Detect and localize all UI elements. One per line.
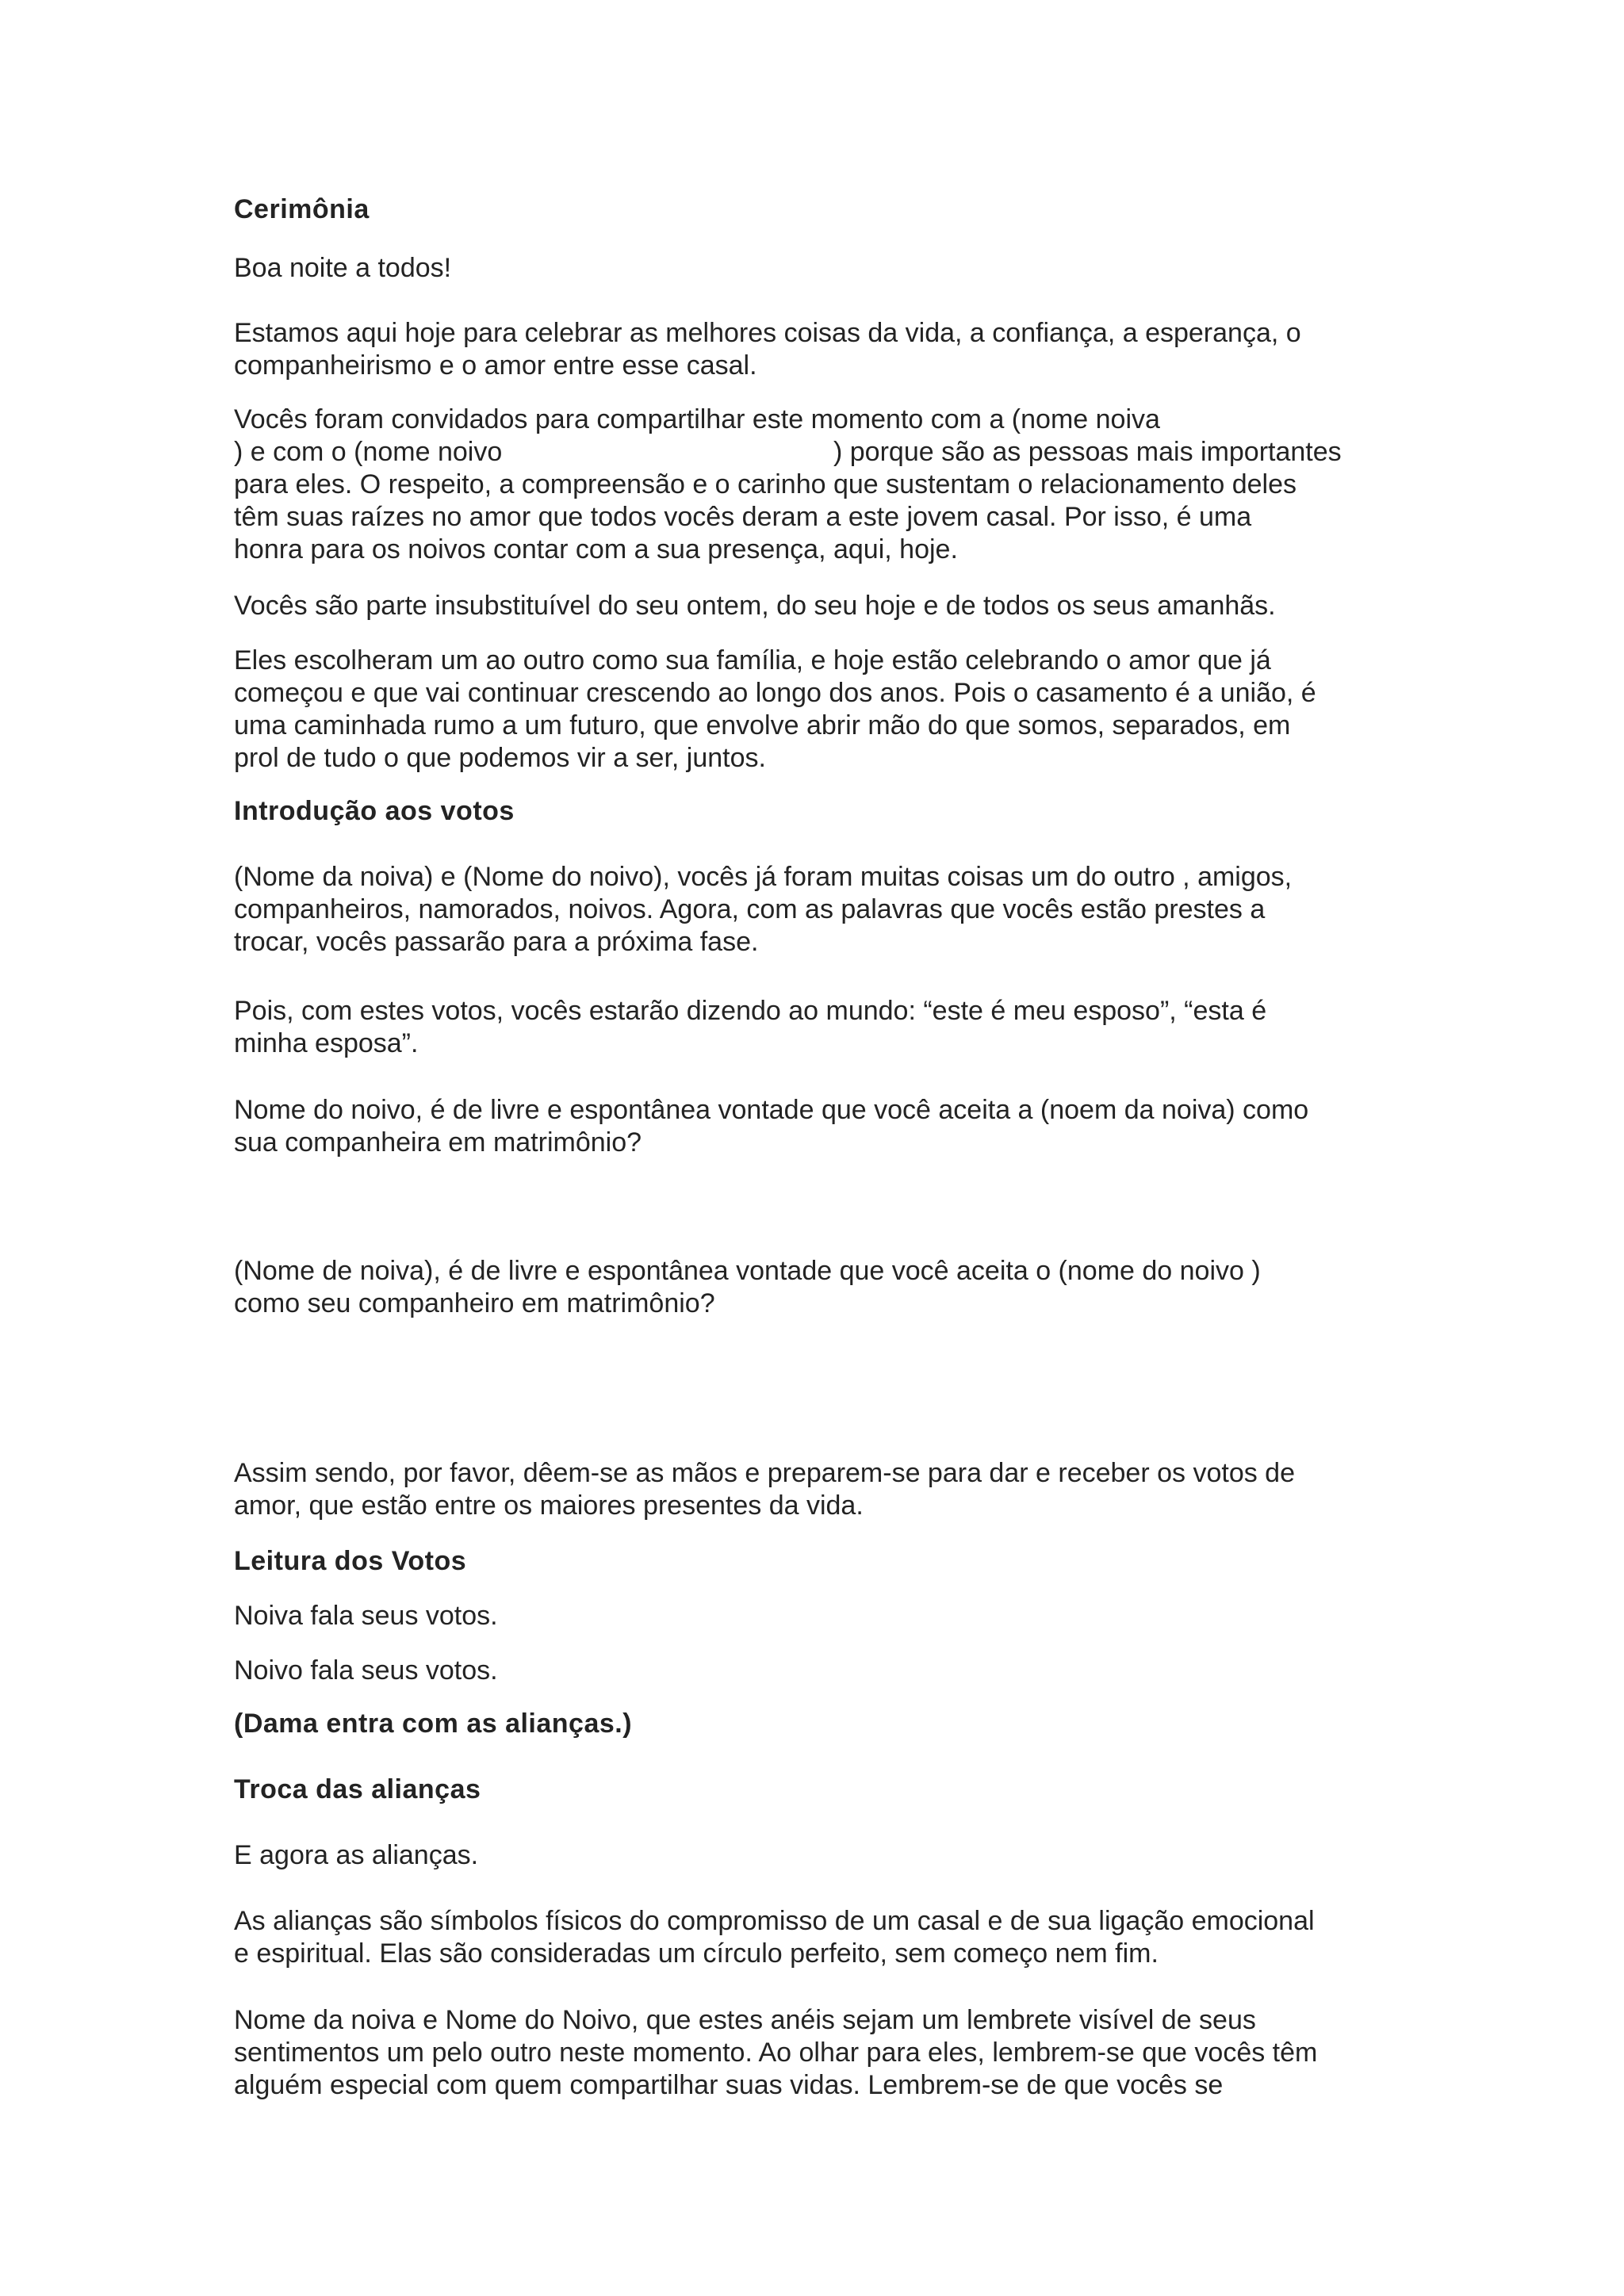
- paragraph-line: têm suas raízes no amor que todos vocês deram a este jovem casal. Por isso, é uma: [234, 502, 1252, 532]
- heading-leitura-votos: Leitura dos Votos: [234, 1546, 467, 1576]
- paragraph-line: (Nome de noiva), é de livre e espontânea vontade que você aceita o (nome do noivo ): [234, 1256, 1261, 1286]
- paragraph-line: Estamos aqui hoje para celebrar as melhores coisas da vida, a confiança, a esperança, o: [234, 318, 1301, 348]
- paragraph-line: amor, que estão entre os maiores presentes da vida.: [234, 1490, 864, 1521]
- paragraph-line: honra para os noivos contar com a sua presença, aqui, hoje.: [234, 534, 958, 564]
- heading-cerimonia: Cerimônia: [234, 194, 370, 224]
- paragraph-line: alguém especial com quem compartilhar suas vidas. Lembrem-se de que vocês se: [234, 2070, 1224, 2100]
- paragraph-line: Noivo fala seus votos.: [234, 1655, 498, 1686]
- paragraph-line: Nome do noivo, é de livre e espontânea vontade que você aceita a (noem da noiva) como: [234, 1095, 1309, 1125]
- paragraph-line: (Nome da noiva) e (Nome do noivo), vocês já foram muitas coisas um do outro , amigos,: [234, 862, 1293, 892]
- paragraph-line: para eles. O respeito, a compreensão e o carinho que sustentam o relacionamento deles: [234, 469, 1297, 499]
- paragraph-line: uma caminhada rumo a um futuro, que envolve abrir mão do que somos, separados, em: [234, 710, 1291, 740]
- paragraph-line: sua companheira em matrimônio?: [234, 1127, 642, 1158]
- paragraph-line: As alianças são símbolos físicos do compromisso de um casal e de sua ligação emocional: [234, 1906, 1315, 1936]
- paragraph-line: trocar, vocês passarão para a próxima fase.: [234, 927, 759, 957]
- paragraph-line: como seu companheiro em matrimônio?: [234, 1288, 715, 1318]
- paragraph-line: E agora as alianças.: [234, 1840, 479, 1870]
- paragraph-line: começou e que vai continuar crescendo ao longo dos anos. Pois o casamento é a união, é: [234, 678, 1316, 708]
- heading-introducao-votos: Introdução aos votos: [234, 796, 515, 826]
- stage-direction: (Dama entra com as alianças.): [234, 1709, 633, 1739]
- paragraph-line: Vocês foram convidados para compartilhar este momento com a (nome noiva: [234, 404, 1160, 434]
- paragraph-line: e espiritual. Elas são consideradas um círculo perfeito, sem começo nem fim.: [234, 1938, 1159, 1969]
- paragraph-line: Pois, com estes votos, vocês estarão dizendo ao mundo: “este é meu esposo”, “esta é: [234, 996, 1267, 1026]
- paragraph-line: companheiros, namorados, noivos. Agora, com as palavras que vocês estão prestes a: [234, 894, 1266, 924]
- paragraph-line: Eles escolheram um ao outro como sua família, e hoje estão celebrando o amor que já: [234, 645, 1271, 675]
- paragraph-line: minha esposa”.: [234, 1028, 419, 1058]
- paragraph-line: prol de tudo o que podemos vir a ser, juntos.: [234, 743, 766, 773]
- paragraph-line: Noiva fala seus votos.: [234, 1601, 498, 1631]
- paragraph-line: Assim sendo, por favor, dêem-se as mãos e preparem-se para dar e receber os votos de: [234, 1458, 1295, 1488]
- paragraph-line: Nome da noiva e Nome do Noivo, que estes anéis sejam um lembrete visível de seus: [234, 2005, 1256, 2035]
- paragraph-line: companheirismo e o amor entre esse casal.: [234, 350, 757, 381]
- paragraph-line: sentimentos um pelo outro neste momento. Ao olhar para eles, lembrem-se que vocês têm: [234, 2038, 1318, 2068]
- paragraph-line-continued: ) porque são as pessoas mais importantes: [833, 437, 1342, 467]
- heading-troca-aliancas: Troca das alianças: [234, 1774, 481, 1804]
- greeting-line: Boa noite a todos!: [234, 253, 452, 283]
- paragraph-line: Vocês são parte insubstituível do seu ontem, do seu hoje e de todos os seus amanhãs.: [234, 591, 1276, 621]
- paragraph-line: ) e com o (nome noivo: [234, 437, 503, 467]
